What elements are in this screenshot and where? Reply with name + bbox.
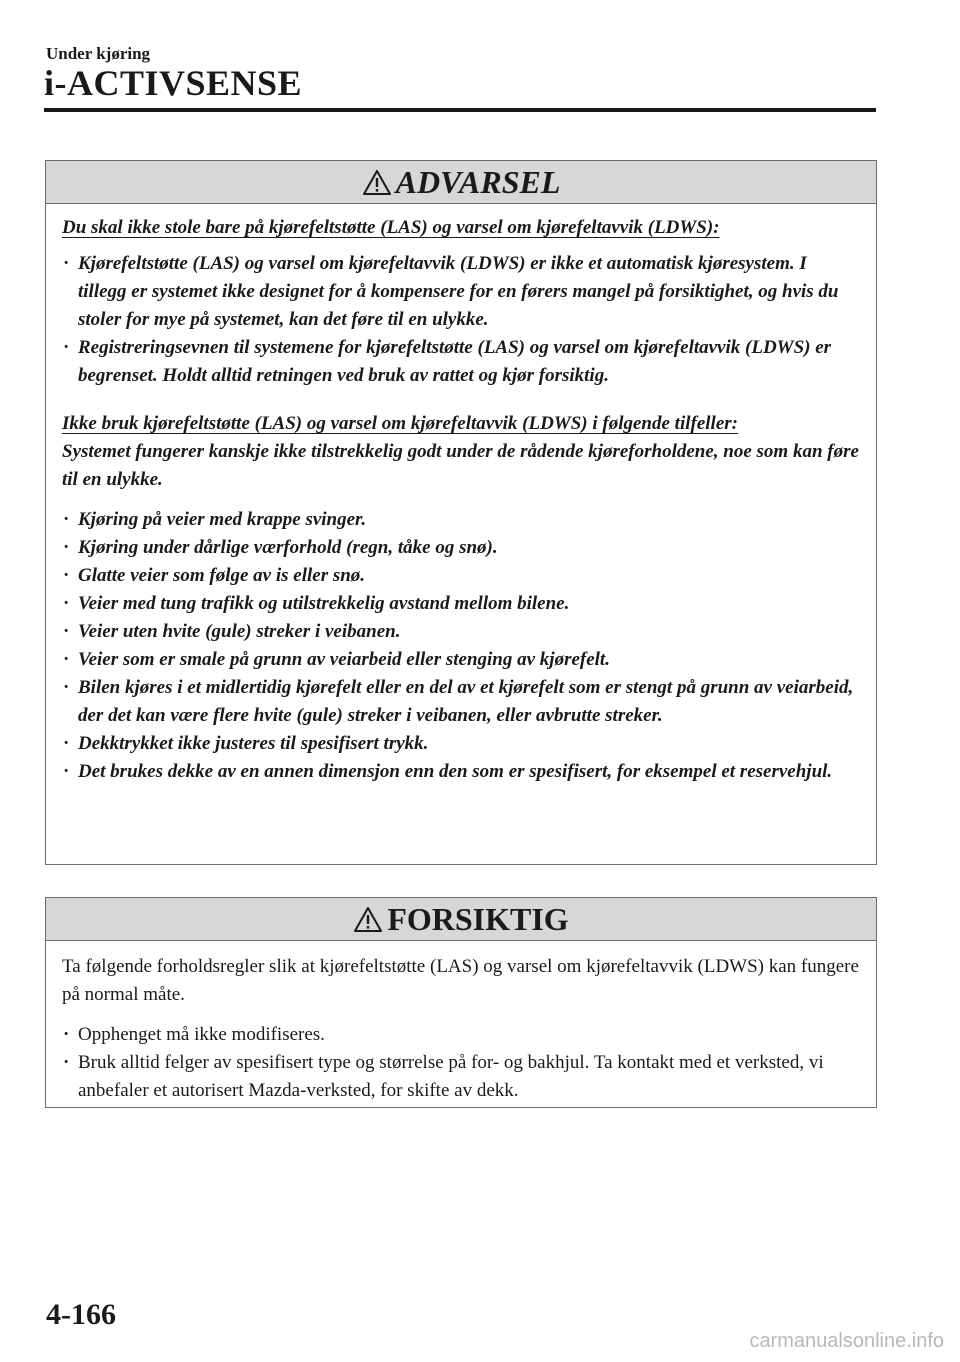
list-item: · Opphenget må ikke modifiseres. <box>62 1021 860 1049</box>
list-item: · Veier som er smale på grunn av veiarbeid eller stenging av kjørefelt. <box>62 646 860 674</box>
warning-heading-2: Ikke bruk kjørefeltstøtte (LAS) og varsel om kjørefeltavvik (LDWS) i følgende tilfeller: <box>62 413 738 434</box>
list-item: · Dekktrykket ikke justeres til spesifisert trykk. <box>62 730 860 758</box>
caution-box <box>45 897 877 1108</box>
list-item: · Det brukes dekke av en annen dimensjon enn den som er spesifisert, for eksempel et reservehjul. <box>62 758 860 786</box>
list-item: · Veier med tung trafikk og utilstrekkelig avstand mellom bilene. <box>62 590 860 618</box>
warning-body <box>46 204 876 786</box>
list-item: · Registreringsevnen til systemene for kjørefeltstøtte (LAS) og varsel om kjørefeltavvik (LDWS) er begrenset. Holdt alltid retningen ved bruk av rattet og kjør forsiktig. <box>62 334 860 390</box>
warning-intro-2: Systemet fungerer kanskje ikke tilstrekkelig godt under de rådende kjøreforholdene, noe som kan føre til en ulykke. <box>62 441 859 490</box>
list-item: · Kjøring på veier med krappe svinger. <box>62 506 860 534</box>
header-rule <box>44 108 876 112</box>
warning-triangle-icon <box>362 169 392 196</box>
caution-intro: Ta følgende forholdsregler slik at kjørefeltstøtte (LAS) og varsel om kjørefeltavvik (LDWS) kan fungere på normal måte. <box>62 956 859 1005</box>
list-item: · Bilen kjøres i et midlertidig kjørefelt eller en del av et kjørefelt som er stengt på grunn av veiarbeid, der det kan være flere hvite (gule) streker i veibanen, eller avbrutte streker. <box>62 674 860 730</box>
warning-list-1 <box>62 250 860 390</box>
warning-heading-1: Du skal ikke stole bare på kjørefeltstøtte (LAS) og varsel om kjørefeltavvik (LDWS): <box>62 217 720 238</box>
list-item: · Veier uten hvite (gule) streker i veibanen. <box>62 618 860 646</box>
page-number: 4-166 <box>46 1298 116 1331</box>
warning-box <box>45 160 877 865</box>
caution-header <box>46 898 876 941</box>
caution-body <box>46 941 876 1105</box>
warning-title: ADVARSEL <box>395 164 561 200</box>
watermark: carmanualsonline.info <box>749 1330 944 1352</box>
section-title: i-ACTIVSENSE <box>44 63 303 103</box>
warning-list-2 <box>62 506 860 786</box>
list-item: · Glatte veier som følge av is eller snø. <box>62 562 860 590</box>
list-item: · Kjørefeltstøtte (LAS) og varsel om kjørefeltavvik (LDWS) er ikke et automatisk kjøresystem. I tillegg er systemet ikke designet for å kompensere for en førers mangel på forsiktighet, og hvis du stoler for mye på systemet, kan det føre til en ulykke. <box>62 250 860 334</box>
list-item: · Kjøring under dårlige værforhold (regn, tåke og snø). <box>62 534 860 562</box>
warning-header <box>46 161 876 204</box>
section-label: Under kjøring <box>46 44 151 63</box>
warning-triangle-icon <box>353 906 383 933</box>
list-item: · Bruk alltid felger av spesifisert type og størrelse på for- og bakhjul. Ta kontakt med et verksted, vi anbefaler et autorisert Mazda-verksted, for skifte av dekk. <box>62 1049 860 1105</box>
caution-list <box>62 1021 860 1105</box>
caution-title: FORSIKTIG <box>387 901 569 937</box>
